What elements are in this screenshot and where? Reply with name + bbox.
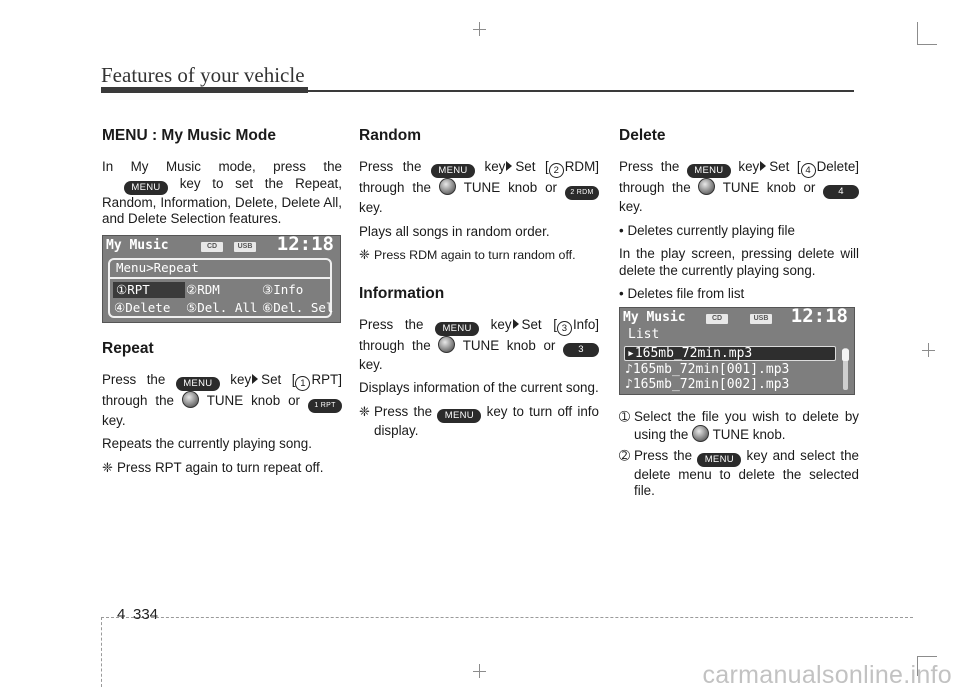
- text: key: [484, 159, 506, 174]
- text: RDM]: [564, 159, 599, 174]
- file-name: 165mb_72min[001].mp3: [632, 361, 790, 377]
- tune-knob-icon: [438, 336, 455, 353]
- play-arrow-icon: ▸: [627, 345, 635, 361]
- menu-key-icon: MENU: [687, 164, 731, 178]
- random-note: [359, 247, 599, 264]
- watermark: carmanualsonline.info: [702, 661, 952, 689]
- column-left: [102, 126, 342, 482]
- crop-mark: [917, 22, 918, 44]
- text: Delete]: [816, 159, 859, 174]
- trim-line: [101, 617, 913, 618]
- step-text: [634, 448, 859, 500]
- step-number-icon: ➀: [619, 408, 630, 424]
- note-icon: ❈: [359, 247, 370, 262]
- bullet-icon: •: [619, 286, 624, 301]
- arrow-right-icon: [252, 374, 258, 384]
- screen-title: My Music: [106, 237, 169, 253]
- text: key: [230, 371, 252, 387]
- usb-badge: USB: [750, 314, 772, 324]
- bullet-icon: •: [619, 222, 624, 238]
- rdm-key-icon: 2 RDM: [565, 186, 599, 200]
- menu-option-del-all: ⑤Del. All: [186, 299, 258, 315]
- step-number-icon: ➁: [619, 447, 630, 463]
- menu-box: [108, 258, 332, 318]
- delete-description: In the play screen, pressing delete will delete the currently playing song.: [619, 246, 859, 278]
- text: RPT]: [311, 371, 342, 387]
- text: TUNE knob.: [712, 427, 786, 442]
- music-note-icon: ♪: [625, 361, 633, 377]
- tune-knob-icon: [692, 425, 709, 442]
- cd-badge: CD: [706, 314, 728, 324]
- text: key.: [359, 200, 383, 215]
- page-number: 334: [133, 606, 159, 623]
- menu-option-rdm: ②RDM: [186, 281, 220, 297]
- page-header-title: Features of your vehicle: [101, 63, 305, 87]
- menu-option-rpt: ①RPT: [113, 282, 185, 299]
- note-icon: ❈: [359, 403, 370, 419]
- intro-text-rest: key to set the Repeat, Random, Information, Delete, Delete All, and Delete Selection features.: [102, 175, 342, 226]
- info-instructions: [359, 317, 599, 374]
- section-heading-information: Information: [359, 284, 445, 302]
- menu-key-icon: MENU: [697, 453, 741, 467]
- trim-line: [101, 617, 102, 687]
- text: key and select the delete menu to delete the selected file.: [634, 447, 859, 498]
- header-bar: [101, 87, 308, 93]
- arrow-right-icon: [513, 319, 519, 329]
- text: TUNE knob or: [462, 337, 556, 353]
- divider: [110, 277, 330, 279]
- text: key: [738, 159, 760, 174]
- text: Press the: [634, 447, 693, 463]
- note-text: Press RPT again to turn repeat off.: [117, 459, 324, 475]
- circled-number-4-icon: 4: [801, 163, 816, 178]
- screen-clock: 12:18: [276, 232, 334, 255]
- crop-mark: [473, 29, 486, 30]
- text: Press the: [359, 159, 422, 174]
- section-heading-repeat: Repeat: [102, 339, 154, 357]
- intro-paragraph: [102, 159, 342, 228]
- delete-instructions: [619, 159, 859, 216]
- header-rule: [308, 90, 854, 92]
- text: through the: [102, 392, 174, 408]
- bullet-item: [619, 223, 859, 240]
- screen-title: My Music: [623, 309, 686, 325]
- repeat-description: Repeats the currently playing song.: [102, 436, 312, 451]
- tune-knob-icon: [439, 178, 456, 195]
- bullet-item: [619, 286, 859, 303]
- text: Press the: [619, 159, 680, 174]
- arrow-right-icon: [506, 161, 512, 171]
- circled-number-1-icon: 1: [295, 376, 310, 391]
- chapter-number: 4: [117, 606, 126, 623]
- column-right: [619, 126, 859, 504]
- random-instructions: [359, 159, 599, 217]
- rpt-key-icon: 1 RPT: [308, 399, 342, 413]
- my-music-menu-screen: [102, 232, 341, 323]
- step-2: [619, 448, 859, 500]
- my-music-list-screen: [619, 304, 855, 395]
- text: Set [: [521, 316, 557, 332]
- random-description: Plays all songs in random order.: [359, 223, 550, 239]
- file-name: 165mb_72min[002].mp3: [632, 376, 790, 392]
- tune-knob-icon: [182, 391, 199, 408]
- menu-option-delete: ④Delete: [114, 299, 171, 315]
- bullet-text: Deletes file from list: [627, 286, 745, 301]
- cd-badge: CD: [201, 242, 223, 252]
- text: TUNE knob or: [206, 392, 301, 408]
- text: key.: [359, 356, 383, 372]
- text: Set [: [769, 159, 801, 174]
- text: key.: [619, 199, 643, 214]
- crop-mark: [917, 44, 937, 45]
- note-text: [374, 404, 599, 440]
- list-item-selected: [624, 346, 836, 361]
- text: Press the: [359, 316, 424, 332]
- screen-clock: 12:18: [790, 304, 848, 327]
- text: TUNE knob or: [722, 180, 816, 195]
- arrow-right-icon: [760, 161, 766, 171]
- tune-knob-icon: [698, 178, 715, 195]
- menu-key-icon: MENU: [431, 164, 475, 178]
- circled-number-3-icon: 3: [557, 321, 572, 336]
- text: key: [490, 316, 512, 332]
- text: Select the file you wish to delete by using the: [634, 408, 859, 442]
- menu-option-del-sel: ⑥Del. Sel: [262, 299, 334, 315]
- circled-number-2-icon: 2: [549, 163, 564, 178]
- list-item: [625, 377, 789, 394]
- repeat-note: [102, 460, 342, 477]
- delete-key-4-icon: 4: [823, 185, 859, 199]
- note-text: Press RDM again to turn random off.: [374, 248, 576, 262]
- column-middle: [359, 126, 599, 445]
- menu-option-info: ③Info: [262, 281, 304, 297]
- text: Press the: [374, 403, 433, 419]
- file-name: 165mb_72min.mp3: [634, 345, 753, 361]
- list-label: List: [628, 326, 660, 342]
- scrollbar-thumb: [842, 349, 849, 361]
- text: Press the: [102, 371, 166, 387]
- crop-mark: [922, 350, 935, 351]
- text: Set [: [261, 371, 296, 387]
- intro-text: In My Music mode, press the: [102, 159, 342, 174]
- section-heading-delete: Delete: [619, 127, 666, 144]
- bullet-text: Deletes currently playing file: [627, 222, 795, 238]
- text: through the: [359, 180, 431, 195]
- note-icon: ❈: [102, 459, 113, 475]
- info-note: [359, 404, 599, 440]
- text: key to turn off info display.: [374, 403, 599, 438]
- crop-mark: [473, 671, 486, 672]
- menu-key-icon: MENU: [437, 409, 481, 423]
- repeat-instructions: [102, 372, 342, 430]
- music-note-icon: ♪: [625, 376, 633, 392]
- section-heading-my-music: MENU : My Music Mode: [102, 127, 276, 144]
- text: TUNE knob or: [463, 180, 558, 195]
- info-description: Displays information of the current song.: [359, 380, 599, 395]
- text: through the: [619, 180, 691, 195]
- usb-badge: USB: [234, 242, 256, 252]
- info-key-3-icon: 3: [563, 343, 599, 357]
- text: key.: [102, 412, 126, 428]
- menu-key-icon: MENU: [124, 181, 168, 195]
- text: Info]: [572, 316, 599, 332]
- text: Set [: [515, 159, 549, 174]
- menu-key-icon: MENU: [435, 322, 479, 336]
- crop-mark: [917, 656, 937, 657]
- menu-key-icon: MENU: [176, 377, 220, 391]
- section-heading-random: Random: [359, 127, 421, 144]
- text: through the: [359, 337, 431, 353]
- step-1: [619, 409, 859, 444]
- step-text: [634, 409, 859, 444]
- menu-breadcrumb: Menu>Repeat: [116, 259, 199, 275]
